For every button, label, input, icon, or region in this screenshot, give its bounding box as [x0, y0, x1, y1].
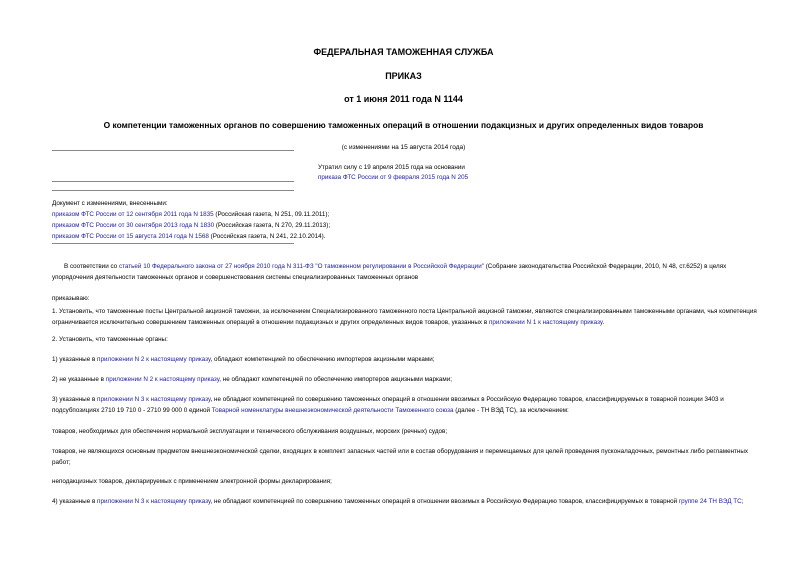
change-source: (Российская газета, N 241, 22.10.2014).: [208, 233, 326, 240]
clause-2-4: 4) указанные в приложении N 3 к настоящему приказу, не обладают компетенцией по совершению таможенных операций в отношении ввозимых в Российскую Федерацию товаров, классифицируемых в товарной группе 24 ТН ВЭД ТС;: [52, 498, 744, 505]
divider: [52, 243, 294, 244]
change-source: (Российская газета, N 270, 29.11.2013);: [214, 222, 331, 229]
clause-2: 2. Установить, что таможенные органы:: [52, 336, 168, 343]
changes-intro: Документ с изменениями, внесенными:: [52, 200, 168, 207]
doc-date-number: от 1 июня 2011 года N 1144: [344, 94, 463, 104]
appendix-2-link[interactable]: приложении N 2 к настоящему приказу: [97, 356, 211, 363]
divider: [52, 150, 294, 151]
appendix-1-link[interactable]: приложении N 1 к настоящему приказу: [488, 319, 603, 326]
preamble: В соответствии со статьей 10 Федерального закона от 27 ноября 2010 года N 311-ФЗ "О таможенном регулировании в Российской Федерации" (Собрание законодательства Российской Федерации, 2010, N 48, ст.6252) в целях упорядочения деятельности таможенных органов и совершенствования системы специализированных таможенных органов: [52, 263, 727, 281]
expiry-text: Утратил силу с 19 апреля 2015 года на основании: [318, 164, 465, 171]
change-link[interactable]: приказом ФТС России от 15 августа 2014 года N 1568: [52, 233, 209, 240]
law-link[interactable]: статьей 10 Федерального закона от 27 ноября 2010 года N 311-ФЗ "О таможенном регулировании в Российской Федерации": [118, 263, 484, 270]
agency-name: ФЕДЕРАЛЬНАЯ ТАМОЖЕННАЯ СЛУЖБА: [313, 47, 494, 57]
change-item: [52, 222, 330, 230]
appendix-3-link[interactable]: приложении N 3 к настоящему приказу: [97, 396, 211, 403]
clause-2-3: 3) указанные в приложении N 3 к настоящему приказу, не обладают компетенцией по совершению таможенных операций в отношении ввозимых в Российскую Федерацию товаров, классифицируемых в товарной позиции 3403 и подсубпозициях 2710 19 710 0 - 2710 99 000 0 единой Товарной номенклатуры внешнеэкономической деятельности Таможенного союза (далее - ТН ВЭД ТС), за исключением:: [52, 396, 724, 414]
exception-3: неподакцизных товаров, декларируемых с применением электронной формы декларирования;: [52, 478, 332, 485]
doc-title: О компетенции таможенных органов по совершению таможенных операций в отношении подакцизных и других определенных видов товаров: [103, 120, 704, 130]
divider: [52, 190, 294, 191]
amendments-note: (с изменениями на 15 августа 2014 года): [341, 144, 466, 151]
appendix-3-link[interactable]: приложении N 3 к настоящему приказу: [97, 498, 211, 505]
clause-2-1: 1) указанные в приложении N 2 к настоящему приказу, обладают компетенцией по обеспечению импортеров акцизными марками;: [52, 356, 435, 363]
expiry-link-wrap: [318, 174, 468, 182]
divider: [52, 181, 294, 182]
expiry-link[interactable]: приказа ФТС России от 9 февраля 2015 года N 205: [318, 174, 469, 181]
clause-1: 1. Установить, что таможенные посты Центральной акцизной таможни, за исключением Специализированного таможенного поста Центральной акцизной таможни, являются специализированными таможенными органами, чья компетенция ограничивается исключительно совершением таможенных операций в отношении подакцизных и других определенных видов товаров, указанных в приложении N 1 к настоящему приказу.: [52, 308, 757, 326]
change-item: [52, 211, 329, 219]
order-word: приказываю:: [52, 295, 90, 302]
group-24-link[interactable]: группе 24 ТН ВЭД ТС: [678, 498, 742, 505]
tnved-link[interactable]: Товарной номенклатуры внешнеэкономической деятельности Таможенного союза: [211, 407, 454, 414]
change-link[interactable]: приказом ФТС России от 30 сентября 2013 года N 1830: [52, 222, 215, 229]
change-link[interactable]: приказом ФТС России от 12 сентября 2011 года N 1835: [52, 211, 214, 218]
doc-type: ПРИКАЗ: [385, 71, 422, 81]
clause-2-2: 2) не указанные в приложении N 2 к настоящему приказу, не обладают компетенцией по обеспечению импортеров акцизными марками;: [52, 376, 452, 383]
exception-2: товаров, не являющихся основным предметом внешнеэкономической сделки, входящих в комплект запасных частей или в состав оборудования и перемещаемых для целей проведения пусконаладочных, ремонтных либо регламентных работ;: [52, 448, 749, 466]
change-source: (Российская газета, N 251, 09.11.2011);: [213, 211, 330, 218]
appendix-2-link[interactable]: приложении N 2 к настоящему приказу: [105, 376, 220, 383]
exception-1: товаров, необходимых для обеспечения нормальной эксплуатации и технического обслуживания воздушных, морских (речных) судов;: [52, 428, 448, 435]
change-item: [52, 233, 325, 241]
